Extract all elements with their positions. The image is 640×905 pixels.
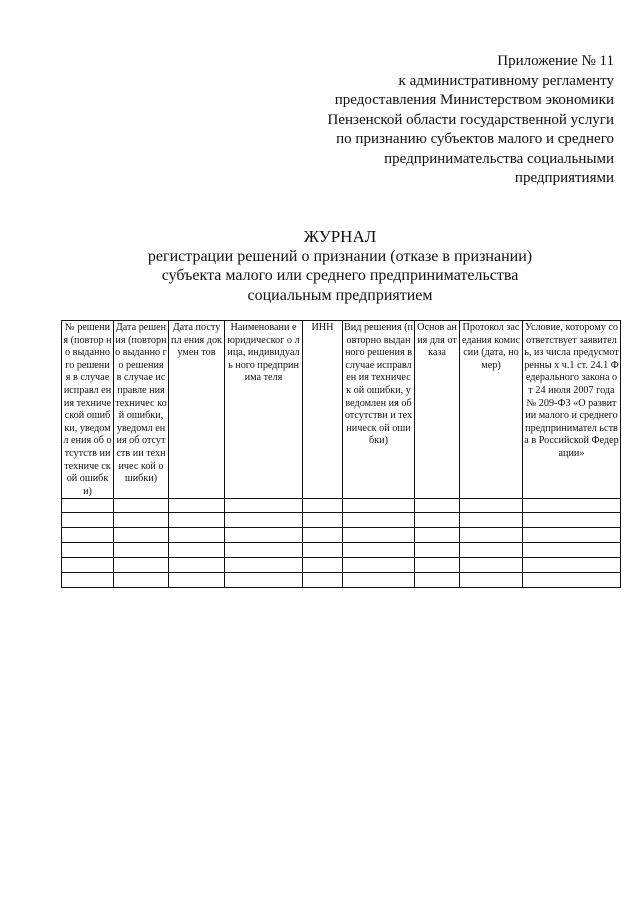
table-cell [225, 558, 303, 573]
appendix-line: предоставления Министерством экономики [334, 92, 614, 108]
table-cell [62, 499, 114, 513]
table-cell [523, 573, 621, 588]
table-cell [303, 558, 343, 573]
column-header-commission-protocol: Протокол заседания комиссии (дата, номер) [460, 321, 523, 499]
table-cell [460, 528, 523, 543]
table-cell [343, 499, 415, 513]
table-cell [303, 513, 343, 528]
table-cell [62, 573, 114, 588]
column-header-decision-type: Вид решения (повторно выданного решения в случае исправлен ия техническ ой ошибки, уведомлен ия об отсутстви и техническ ой ошибки) [343, 321, 415, 499]
table-cell [114, 528, 169, 543]
appendix-line: по признанию субъектов малого и среднего [336, 131, 614, 147]
table-cell [169, 573, 225, 588]
table-cell [523, 528, 621, 543]
column-header-entity-name: Наименовани е юридическог о лица, индивидуаль ного предпринима теля [225, 321, 303, 499]
table-cell [343, 543, 415, 558]
table-cell [114, 558, 169, 573]
table-cell [460, 543, 523, 558]
table-cell [343, 573, 415, 588]
table-cell [523, 558, 621, 573]
table-cell [343, 513, 415, 528]
table-row [62, 513, 621, 528]
table-header-row [62, 321, 621, 499]
table-cell [460, 513, 523, 528]
table-cell [62, 528, 114, 543]
table-cell [460, 499, 523, 513]
table-cell [225, 513, 303, 528]
appendix-line: Приложение № 11 [497, 53, 614, 69]
table-cell [523, 499, 621, 513]
appendix-line: Пензенской области государственной услуги [327, 111, 614, 128]
table-row [62, 573, 621, 588]
table-cell [303, 573, 343, 588]
journal-table [61, 320, 621, 588]
table-cell [343, 558, 415, 573]
table-cell [169, 558, 225, 573]
table-cell [460, 573, 523, 588]
table-cell [415, 499, 460, 513]
table-cell [114, 513, 169, 528]
table-cell [114, 499, 169, 513]
appendix-line: предприятиями [514, 170, 614, 186]
journal-heading: ЖУРНАЛ [303, 227, 377, 246]
table-cell [62, 543, 114, 558]
table-cell [523, 513, 621, 528]
table-cell [415, 528, 460, 543]
table-cell [225, 528, 303, 543]
table-cell [169, 543, 225, 558]
table-cell [415, 513, 460, 528]
appendix-line: к административному регламенту [398, 72, 614, 89]
journal-title-block [0, 227, 640, 305]
table-row [62, 543, 621, 558]
column-header-documents-date: Дата поступл ения докумен тов [169, 321, 225, 499]
table-row [62, 558, 621, 573]
table-cell [415, 558, 460, 573]
appendix-block [254, 52, 614, 189]
table-row [62, 528, 621, 543]
journal-subtitle-line: регистрации решений о признании (отказе в признании) [147, 247, 533, 265]
table-cell [169, 528, 225, 543]
table-cell [303, 499, 343, 513]
table-cell [62, 558, 114, 573]
column-header-decision-number: № решения (повтор но выданно го решения в случае исправл ения техниче ской ошибки, уведомл ения об отсутств ии техниче ской ошибки) [62, 321, 114, 499]
journal-subtitle-line: субъекта малого или среднего предпринимательства [161, 267, 519, 284]
table-cell [225, 573, 303, 588]
table-cell [114, 543, 169, 558]
table-cell [303, 543, 343, 558]
table-cell [343, 528, 415, 543]
journal-subtitle-line: социальным предприятием [247, 286, 433, 304]
table-row [62, 499, 621, 513]
table-body [62, 499, 621, 588]
table-cell [460, 558, 523, 573]
table-cell [303, 528, 343, 543]
table-cell [62, 513, 114, 528]
column-header-condition: Условие, которому соответствует заявитель, из числа предусмотренны х ч.1 ст. 24.1 Федерального закона от 24 июля 2007 года № 209-ФЗ «О развитии малого и среднего предпринимател ьства в Российской Федерации» [523, 321, 621, 499]
table-cell [415, 573, 460, 588]
table-cell [415, 543, 460, 558]
table-cell [225, 499, 303, 513]
appendix-line: предпринимательства социальными [384, 150, 614, 167]
table-cell [114, 573, 169, 588]
table-cell [169, 499, 225, 513]
table-cell [523, 543, 621, 558]
column-header-inn: ИНН [303, 321, 343, 499]
column-header-decision-date: Дата решения (повторн о выданно го решения в случае исправле ния техничес кой ошибки, уведомл ения об отсутств ии техничес кой ошибки) [114, 321, 169, 499]
table-cell [169, 513, 225, 528]
table-cell [225, 543, 303, 558]
column-header-refusal-grounds: Основ ания для отказа [415, 321, 460, 499]
